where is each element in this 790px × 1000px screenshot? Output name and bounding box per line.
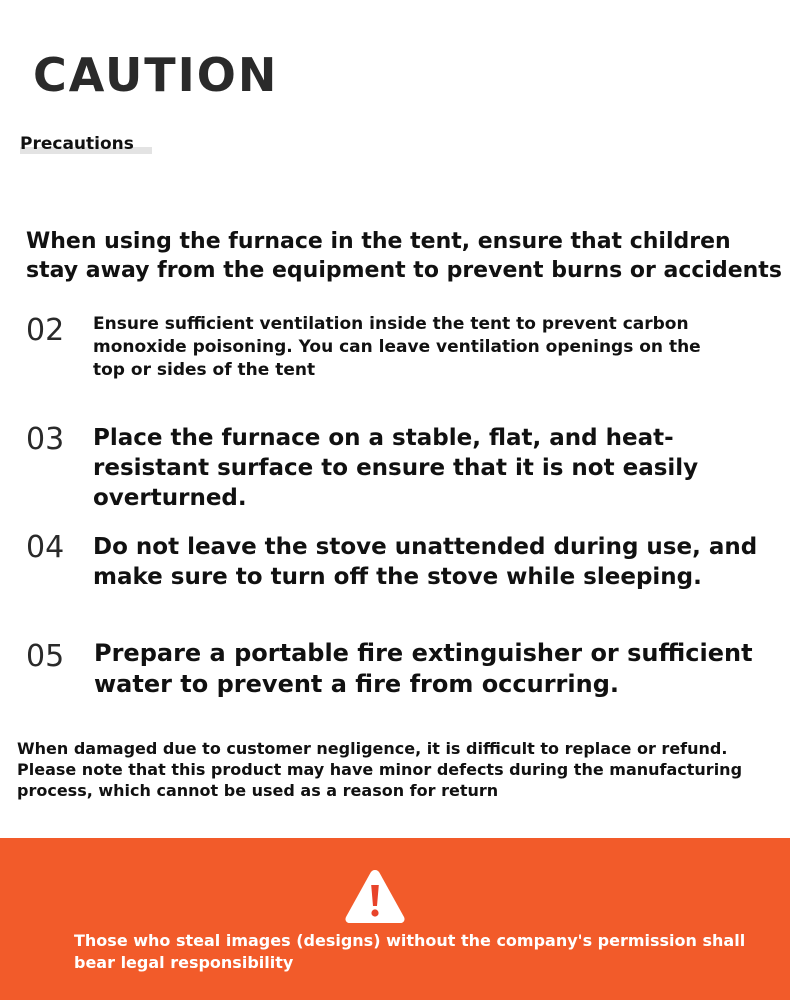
precaution-number: 02	[26, 313, 65, 348]
return-policy-note: When damaged due to customer negligence, it is difficult to replace or refund. Please note that this product may have minor defects during the manufacturing process, which cannot be used as a reason for return	[17, 739, 743, 800]
precaution-text: Prepare a portable fire extinguisher or sufficient water to prevent a fire from occurring.	[94, 639, 753, 698]
warning-triangle-icon	[344, 868, 406, 924]
precaution-text: Place the furnace on a stable, flat, and heat-resistant surface to ensure that it is not easily overturned.	[93, 425, 699, 511]
precaution-number: 03	[26, 422, 65, 457]
section-subtitle: Precautions	[20, 134, 134, 154]
copyright-banner	[0, 838, 790, 1000]
page-title: CAUTION	[33, 48, 279, 102]
intro-precaution: When using the furnace in the tent, ensure that children stay away from the equipment to prevent burns or accidents	[26, 229, 782, 283]
copyright-warning-text: Those who steal images (designs) without the company's permission shall bear legal responsibility	[74, 931, 746, 972]
precaution-number: 05	[26, 639, 65, 674]
precaution-text: Ensure sufficient ventilation inside the tent to prevent carbon monoxide poisoning. You can leave ventilation openings on the top or sides of the tent	[93, 314, 701, 380]
precaution-number: 04	[26, 530, 65, 565]
precaution-text: Do not leave the stove unattended during use, and make sure to turn off the stove while sleeping.	[93, 534, 758, 590]
